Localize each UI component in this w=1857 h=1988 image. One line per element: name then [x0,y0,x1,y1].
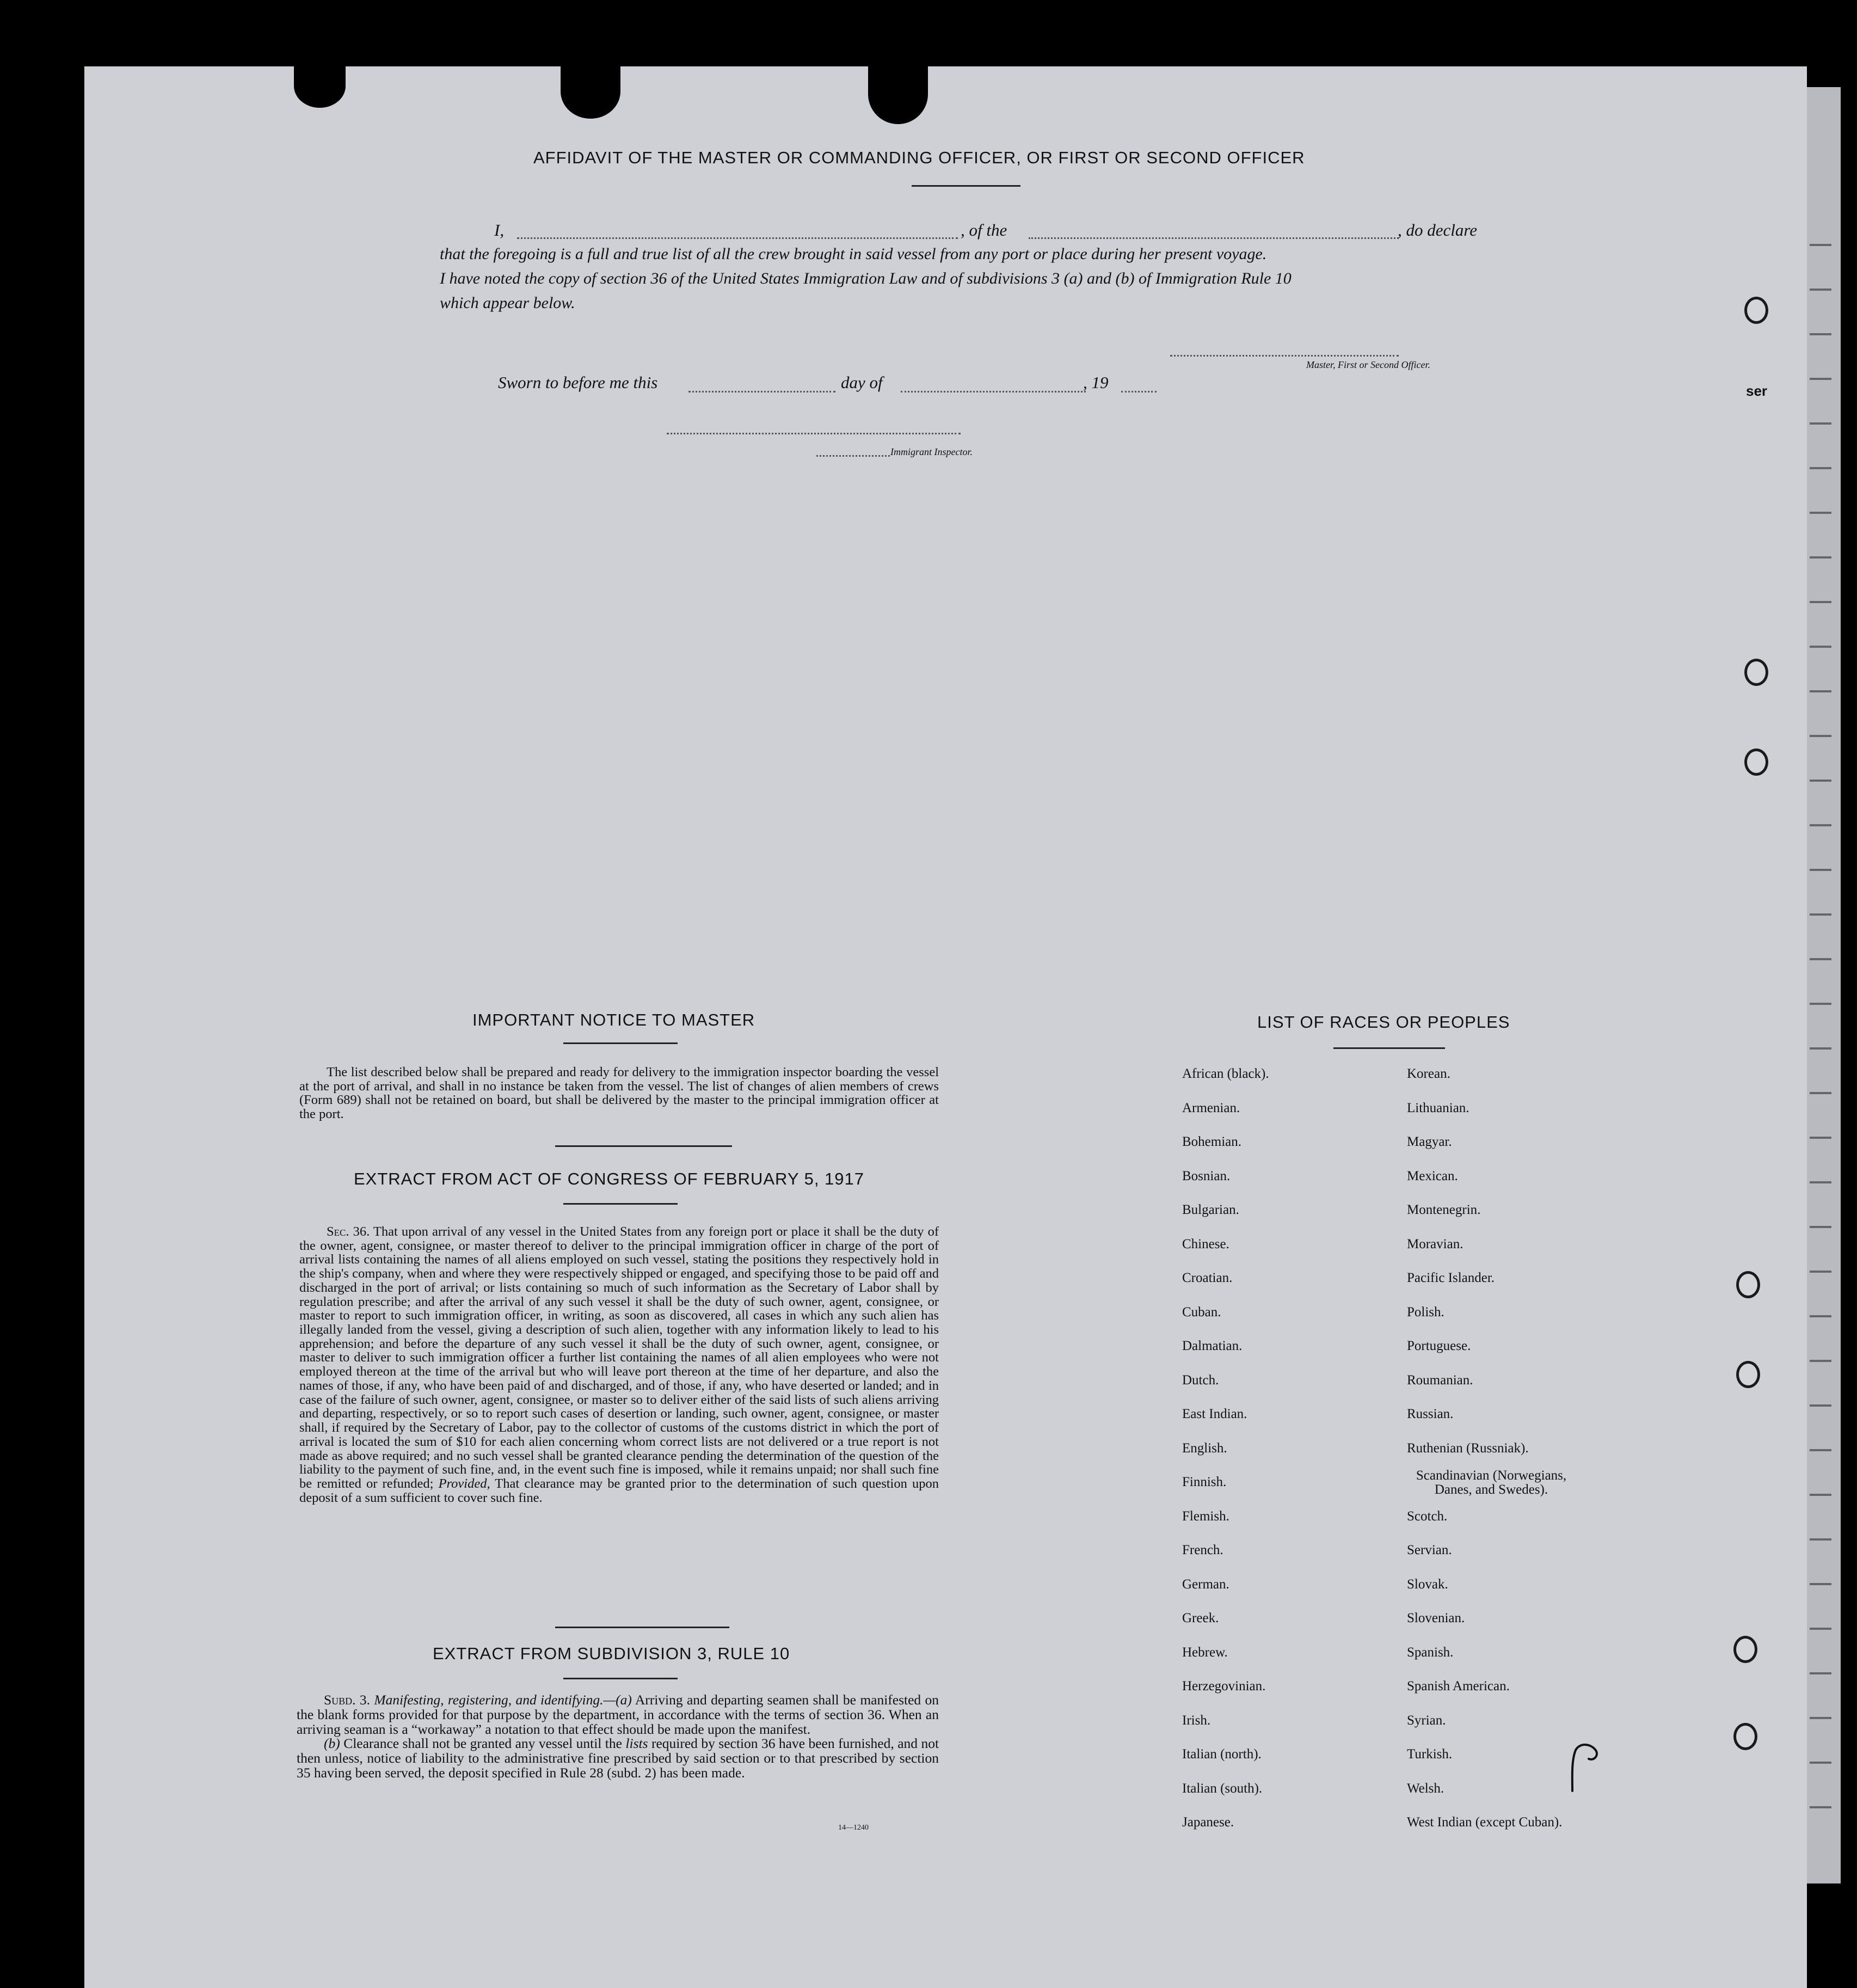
race-item: Croatian. [1182,1271,1233,1285]
race-item: Flemish. [1182,1508,1229,1524]
master-label: Master, First or Second Officer. [1306,359,1430,370]
race-item: Irish. [1182,1713,1211,1728]
race-item: German. [1182,1576,1229,1592]
race-item: Turkish. [1407,1747,1453,1762]
act-extract-text: Sec. 36. That upon arrival of any vessel in the United States from any foreign port or place it shall be the duty of the owner, agent, consignee, or master thereof to deliver to the principal immigration officer in charge of the port of arrival lists containing the names of all aliens employed on such vessel, stating the positions they respectively hold in the ship's company, when and where they were respectively shipped or engaged, and specifying those to be paid off and discharged in the port of arrival; or lists containing so much of such information as the Secretary of Labor shall by regulation prescribe; and after the arrival of any such vessel it shall be the duty of such owner, agent, consignee, or master to report to such immigration officer, in writing, as soon as discovered, all cases in which any such alien has illegally landed from the vessel, giving a description of such alien, together with any information likely to lead to his apprehension; and before the departure of any such vessel it shall be the duty of such owner, agent, consignee, or master to deliver to such immigration officer a further list containing the names of all alien employees who were not employed thereon at the time of the arrival but who will leave port thereon at the time of her departure, and also the names of those, if any, who have been paid of and discharged, and of those, if any, who have deserted or landed; and in case of the failure of such owner, agent, consignee, or master so to deliver either of the said lists of such aliens arriving and departing, respectively, or so to report such cases of desertion or landing, such owner, agent, consignee, or master shall, if required by the Secretary of Labor, pay to the collector of customs of the customs district in which the port of arrival is located the sum of $10 for each alien concerning whom correct lists are not delivered or a true report is not made as above required; and no such vessel shall be granted clearance pending the determination of the question of the liability to the payment of such fine, and, in the event such fine is imposed, while it remains unpaid; nor shall such fine be remitted or refunded; Provided, That clearance may be granted prior to the determination of such question upon deposit of a sum sufficient to cover such fine. [299,1224,939,1505]
punch-hole [1744,748,1768,776]
race-item: Finnish. [1182,1475,1227,1489]
master-signature-line [1170,355,1399,357]
race-item: Slovenian. [1407,1611,1465,1625]
race-item: Spanish American. [1407,1679,1510,1694]
race-item: Bosnian. [1182,1168,1231,1183]
divider [1333,1047,1445,1049]
race-item: East Indian. [1182,1407,1247,1421]
divider [563,1203,678,1205]
race-item: Lithuanian. [1407,1100,1469,1115]
inspector-signature-line [667,433,961,434]
race-item: English. [1182,1440,1227,1456]
declare-line-4: which appear below. [440,294,575,312]
race-item: Spanish. [1407,1645,1454,1660]
handwritten-check-mark [1565,1739,1608,1799]
sworn-day-of: day of [841,373,883,392]
races-title: LIST OF RACES OR PEOPLES [1257,1013,1510,1032]
race-item: Dutch. [1182,1372,1219,1388]
name-line [517,237,958,239]
declare-line-2: that the foregoing is a full and true list of all the crew brought in said vessel from any port or place during her present voyage. [440,245,1267,263]
torn-notch [294,64,346,108]
act-extract-title: EXTRACT FROM ACT OF CONGRESS OF FEBRUARY 5, 1917 [354,1169,865,1188]
punch-hole [1733,1723,1757,1750]
race-item: Scotch. [1407,1508,1448,1524]
rule-extract-title: EXTRACT FROM SUBDIVISION 3, RULE 10 [433,1644,790,1663]
race-item: Syrian. [1407,1713,1446,1728]
divider [912,185,1020,187]
race-item: Portuguese. [1407,1339,1471,1353]
race-item: Hebrew. [1182,1645,1228,1660]
race-item: Bulgarian. [1182,1202,1239,1217]
race-item: West Indian (except Cuban). [1407,1815,1563,1830]
torn-notch [868,64,928,124]
race-item: Cuban. [1182,1304,1221,1320]
race-item: Moravian. [1407,1236,1464,1251]
declare-line-3: I have noted the copy of section 36 of the United States Immigration Law and of subdivisions 3 (a) and (b) of Immigration Rule 10 [440,269,1292,287]
form-number: 14—1240 [838,1824,869,1832]
race-item: African (black). [1182,1066,1269,1081]
race-item: Slovak. [1407,1576,1448,1592]
rule-extract-text: Subd. 3. Manifesting, registering, and identifying.—(a) Arriving and departing seamen shall be manifested on the blank forms provided for that purpose by the department, in accordance with the terms of section 36. When an arriving seaman is a “workaway” a notation to that effect should be made upon the manifest. (b) Clearance shall not be granted any vessel until the lists required by section 36 have been furnished, and not then unless, notice of liability to the administrative fine prescribed by said section or to that prescribed by section 35 having been served, the deposit specified in Rule 28 (subd. 2) has been made. [297,1692,939,1781]
notice-title: IMPORTANT NOTICE TO MASTER [472,1010,755,1029]
inspector-short-line [816,455,890,457]
race-item: Herzegovinian. [1182,1679,1266,1694]
margin-fragment: ser [1746,383,1768,399]
sworn-month-line [901,391,1086,392]
race-item: Italian (south). [1182,1781,1263,1796]
race-item: Scandinavian (Norwegians, Danes, and Swedes). [1416,1468,1567,1498]
divider [563,1678,678,1679]
divider [563,1042,678,1044]
race-item: Dalmatian. [1182,1339,1243,1353]
sworn-year-line [1121,391,1157,392]
race-item: Welsh. [1407,1781,1444,1796]
declare-do-declare: , do declare [1398,220,1478,240]
race-item: Japanese. [1182,1815,1234,1830]
race-item: Servian. [1407,1543,1452,1557]
declare-i: I, [494,220,505,240]
notice-text: The list described below shall be prepared and ready for delivery to the immigration inspector boarding the vessel at the port of arrival, and shall in no instance be taken from the vessel. The list of changes of alien members of crews (Form 689) shall not be retained on board, but shall be delivered by the master to the principal immigration officer at the port. [299,1065,939,1122]
punch-hole [1744,659,1768,686]
race-item: Roumanian. [1407,1372,1473,1388]
race-item: French. [1182,1543,1223,1557]
divider [555,1627,729,1628]
vessel-line [1029,237,1399,239]
race-item: Armenian. [1182,1100,1240,1115]
punch-hole [1736,1271,1760,1298]
race-item: Italian (north). [1182,1747,1262,1762]
punch-hole [1744,297,1768,324]
race-item: Pacific Islander. [1407,1271,1495,1285]
sworn-day-line [688,391,835,392]
race-item: Montenegrin. [1407,1202,1481,1217]
divider [555,1145,732,1147]
race-item: Mexican. [1407,1168,1458,1183]
race-item: Korean. [1407,1066,1450,1081]
race-item: Russian. [1407,1407,1454,1421]
race-item: Magyar. [1407,1134,1452,1149]
race-item: Chinese. [1182,1236,1229,1251]
punch-hole [1733,1636,1757,1663]
race-item: Bohemian. [1182,1134,1242,1149]
race-item: Greek. [1182,1611,1219,1625]
underlying-page-ruling [1810,201,1831,1834]
sworn-prefix: Sworn to before me this [498,373,658,392]
torn-notch [561,64,620,119]
declare-of-the: , of the [961,220,1007,240]
race-item: Polish. [1407,1304,1444,1320]
affidavit-title: AFFIDAVIT OF THE MASTER OR COMMANDING OFFICER, OR FIRST OR SECOND OFFICER [533,148,1305,167]
punch-hole [1736,1361,1760,1388]
inspector-label: Immigrant Inspector. [890,446,973,457]
sworn-year: , 19 [1083,373,1109,392]
race-item: Ruthenian (Russniak). [1407,1440,1529,1456]
